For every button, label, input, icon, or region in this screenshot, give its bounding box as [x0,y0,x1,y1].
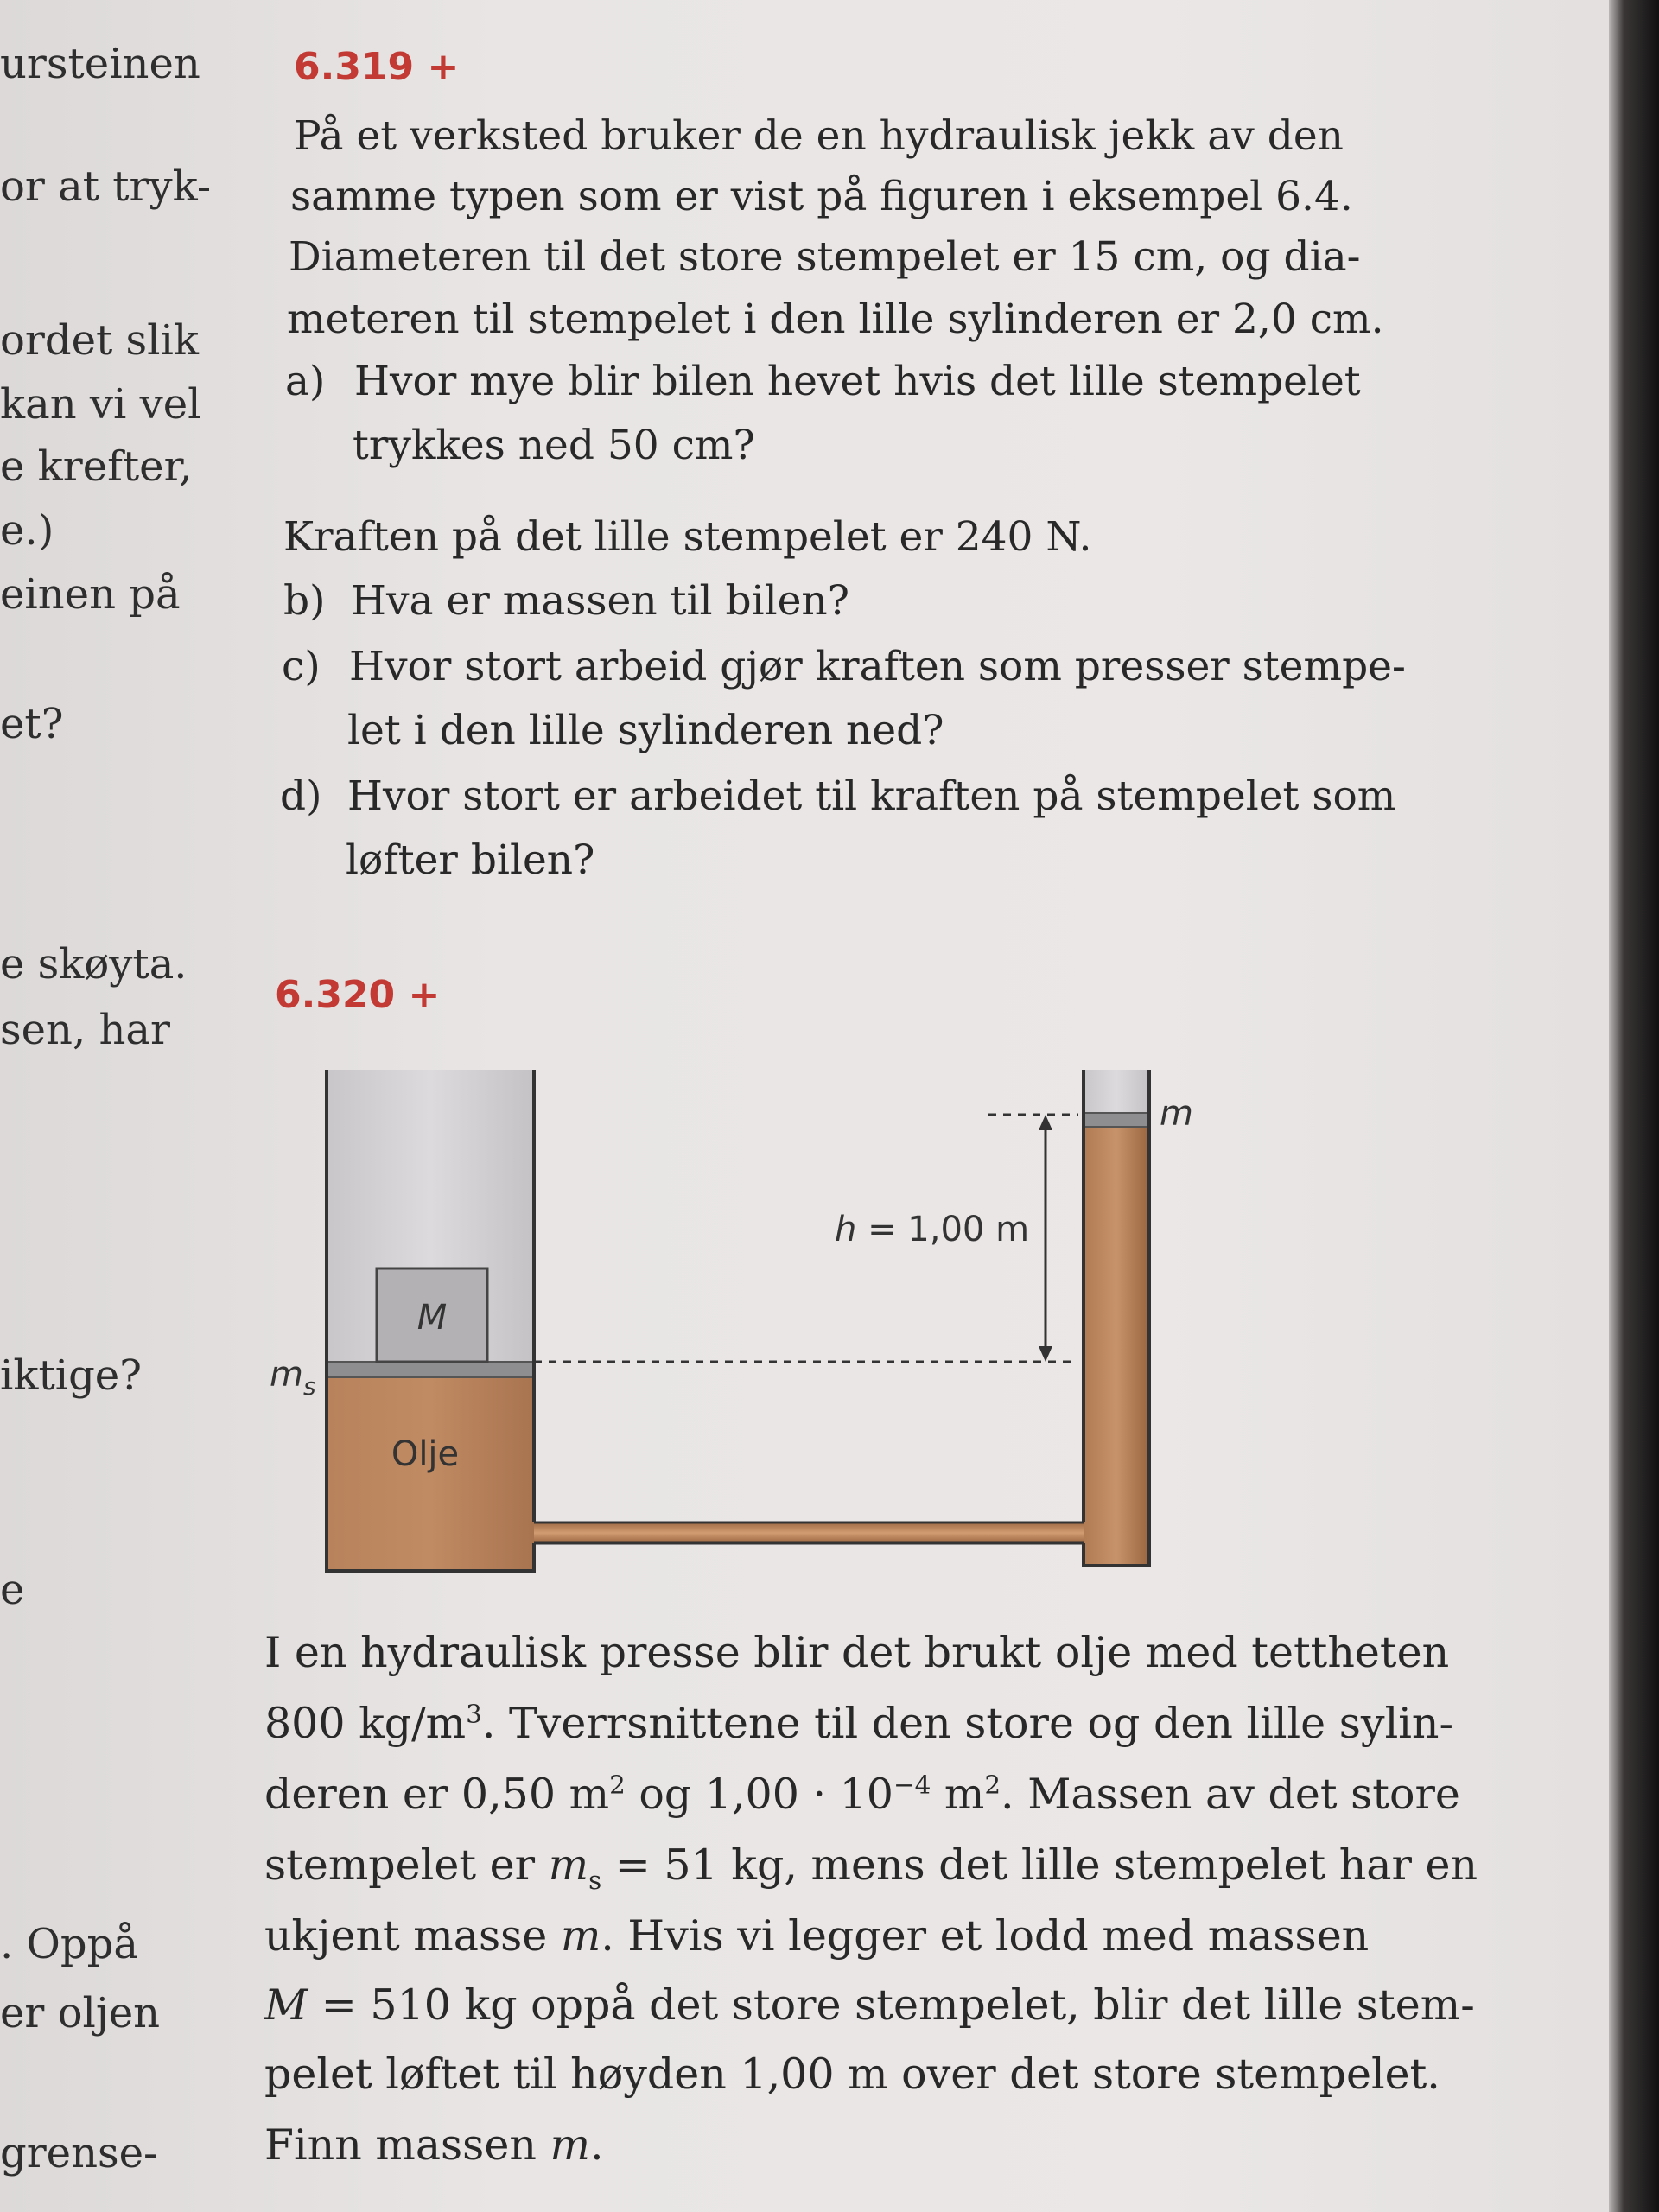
item-text-line: Hvor mye blir bilen hevet hvis det lille stempelet [354,358,1361,405]
item-text-line: Hva er massen til bilen? [351,577,849,625]
item-label-a: a) [285,358,326,405]
margin-line: einen på [0,570,181,619]
large-cylinder-oil [327,1377,534,1571]
margin-line: grense- [0,2129,158,2177]
margin-line: or at tryk- [0,162,212,211]
margin-line: et? [0,700,64,748]
item-text-line: trykkes ned 50 cm? [353,422,755,469]
book-spine-shadow [1609,0,1659,2212]
problem-text-line: Finn massen m. [264,2120,604,2170]
small-piston-mass-label: m [1160,1094,1193,1134]
item-text-line: Hvor stort arbeid gjør kraften som presser stempe- [349,643,1406,690]
problem-number: 6.320 + [275,973,441,1017]
small-piston [1084,1113,1149,1127]
margin-line: ursteinen [0,40,200,88]
hydraulic-press-figure [259,1054,1244,1590]
problem-text-line: samme typen som er vist på figuren i eksempel 6.4. [290,173,1353,220]
margin-line: e skøyta. [0,940,188,988]
margin-line: e [0,1566,25,1614]
problem-text-line: 800 $kg/m^3$. Tverrsnittene til den store og den lille sylin- [264,1699,1454,1748]
margin-line: e krefter, [0,442,193,491]
large-piston-mass-label: $m_s$ [270,1355,316,1401]
problem-number: 6.319 + [294,45,460,89]
problem-text-line: meteren til stempelet i den lille sylinderen er 2,0 cm. [287,296,1384,343]
height-arrow-head-up [1039,1115,1052,1130]
item-label-d: d) [280,772,322,820]
problem-text-line: På et verksted bruker de en hydraulisk jekk av den [294,112,1344,160]
force-line: Kraften på det lille stempelet er 240 N. [283,513,1092,561]
problem-text-line: pelet løftet til høyden 1,00 m over det store stempelet. [264,2050,1440,2099]
small-cylinder-oil [1084,1127,1149,1564]
problem-text-line: deren er 0,50 $m^2$ og $1,00 \cdot 10^{-4}$ $m^2$. Massen av det store [264,1770,1460,1819]
margin-line: . Oppå [0,1920,138,1968]
item-label-c: c) [282,643,321,690]
item-text-line: let i den lille sylinderen ned? [347,707,944,754]
problem-text-line: Diameteren til det store stempelet er 15 cm, og dia- [289,233,1361,281]
height-arrow-head-down [1039,1346,1052,1362]
margin-line: er oljen [0,1989,161,2037]
problem-text-line: I en hydraulisk presse blir det brukt olje med tettheten [264,1628,1450,1677]
height-label: h = 1,00 m [835,1210,1030,1249]
connecting-pipe [534,1522,1084,1543]
item-text-line: Hvor stort er arbeidet til kraften på stempelet som [347,772,1396,820]
small-cylinder-air [1084,1070,1149,1115]
margin-line: ordet slik [0,316,199,365]
margin-line: kan vi vel [0,380,201,429]
oil-label: Olje [391,1434,460,1474]
margin-line: iktige? [0,1351,142,1400]
margin-line: e.) [0,506,54,555]
item-text-line: løfter bilen? [346,836,595,884]
weight-label: M [416,1298,448,1338]
margin-line: sen, har [0,1006,170,1054]
problem-text-line: M = 510 kg oppå det store stempelet, blir det lille stem- [264,1980,1475,2030]
problem-text-line: ukjent masse m. Hvis vi legger et lodd med massen [264,1911,1370,1961]
item-label-b: b) [283,577,326,625]
large-piston [327,1362,534,1377]
problem-text-line: stempelet er $m_s = 51$ kg, mens det lille stempelet har en [264,1840,1478,1895]
